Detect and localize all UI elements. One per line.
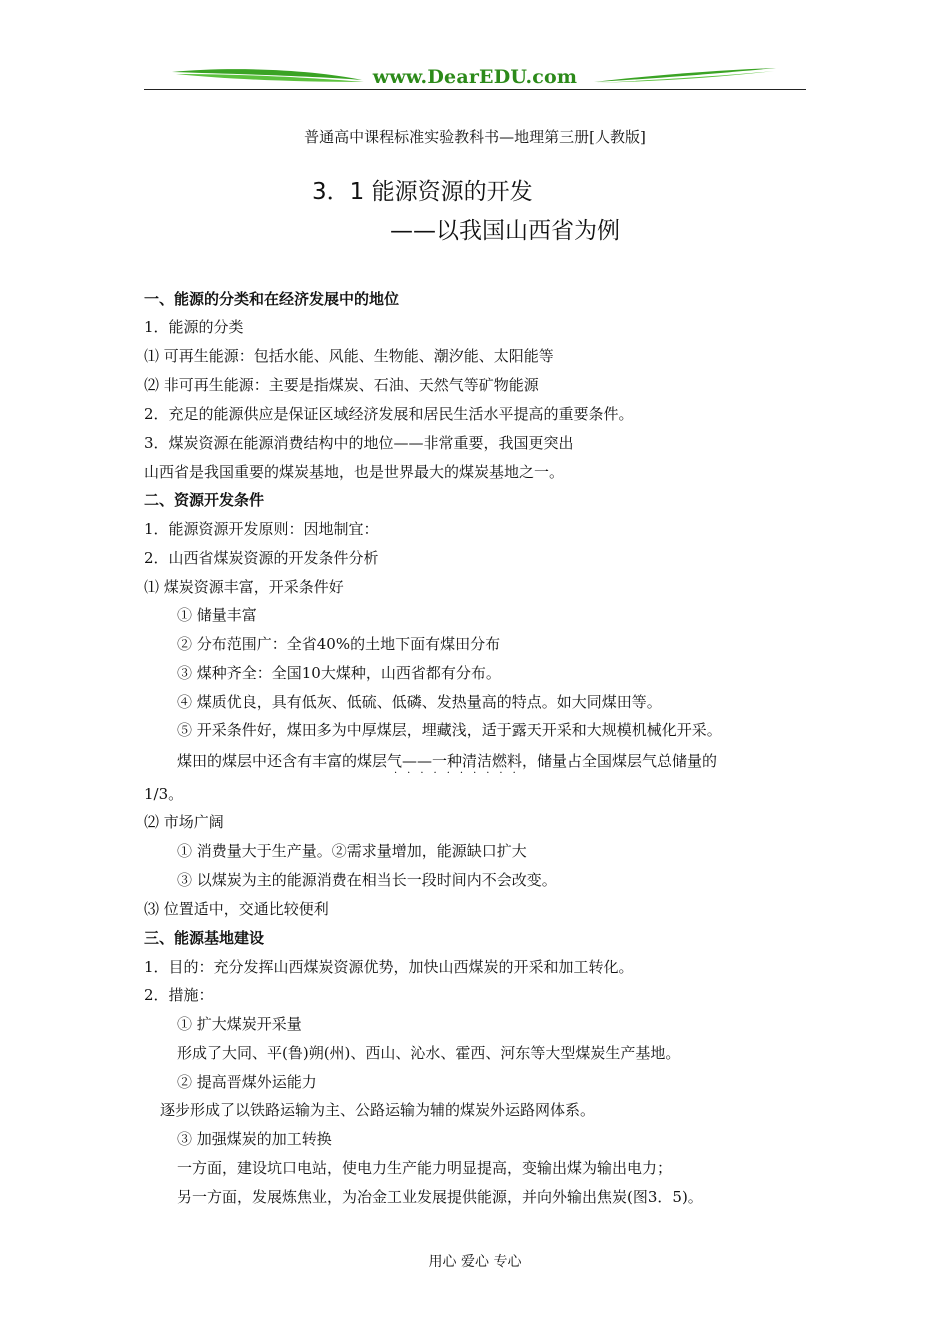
paragraph-line: 山西省是我国重要的煤炭基地，也是世界最大的煤炭基地之一。 <box>144 463 565 481</box>
document-subtitle: 普通高中课程标准实验教科书—地理第三册[人教版] <box>304 128 646 146</box>
emphasis-dots: ·········· <box>394 768 526 779</box>
section-heading-3: 三、能源基地建设 <box>144 929 265 947</box>
paragraph-line: ③ 煤种齐全：全国10大煤种，山西省都有分布。 <box>177 664 501 682</box>
site-logo-text[interactable]: www.DearEDU.com <box>372 66 578 88</box>
paragraph-line: 一方面，建设坑口电站，使电力生产能力明显提高，变输出煤为输出电力； <box>177 1159 673 1177</box>
section-heading-2: 二、资源开发条件 <box>144 491 265 509</box>
paragraph-line: ① 消费量大于生产量。②需求量增加，能源缺口扩大 <box>177 842 527 860</box>
paragraph-line: 逐步形成了以铁路运输为主、公路运输为辅的煤炭外运路网体系。 <box>160 1101 596 1119</box>
header-rule <box>144 89 806 90</box>
paragraph-line: 形成了大同、平(鲁)朔(州)、西山、沁水、霍西、河东等大型煤炭生产基地。 <box>177 1044 681 1062</box>
paragraph-line: ② 分布范围广：全省40%的土地下面有煤田分布 <box>177 635 501 653</box>
paragraph-line: ⑴ 可再生能源：包括水能、风能、生物能、潮汐能、太阳能等 <box>144 347 554 365</box>
paragraph-line: 2．充足的能源供应是保证区域经济发展和居民生活水平提高的重要条件。 <box>144 405 634 423</box>
paragraph-line: 1．目的：充分发挥山西煤炭资源优势，加快山西煤炭的开采和加工转化。 <box>144 958 634 976</box>
paragraph-line: ⑵ 非可再生能源：主要是指煤炭、石油、天然气等矿物能源 <box>144 376 539 394</box>
page-footer: 用心 爱心 专心 <box>428 1254 522 1270</box>
paragraph-line: ⑴ 煤炭资源丰富，开采条件好 <box>144 578 344 596</box>
document-title: 3．1 能源资源的开发 <box>312 179 533 205</box>
paragraph-line: ⑤ 开采条件好，煤田多为中厚煤层，埋藏浅，适于露天开采和大规模机械化开采。 <box>177 721 722 739</box>
paragraph-line: ① 扩大煤炭开采量 <box>177 1015 302 1033</box>
paragraph-line: ⑶ 位置适中，交通比较便利 <box>144 900 329 918</box>
paragraph-line: 煤田的煤层中还含有丰富的煤层气——一种清洁燃料，储量占全国煤层气总储量的 <box>177 752 718 770</box>
paragraph-line: 2．山西省煤炭资源的开发条件分析 <box>144 549 379 567</box>
paragraph-line: ④ 煤质优良，具有低灰、低硫、低磷、发热量高的特点。如大同煤田等。 <box>177 693 662 711</box>
paragraph-line: ⑵ 市场广阔 <box>144 813 224 831</box>
paragraph-line: 3．煤炭资源在能源消费结构中的地位——非常重要，我国更突出 <box>144 434 574 452</box>
paragraph-line: ① 储量丰富 <box>177 606 257 624</box>
paragraph-line: 1/3。 <box>144 785 184 803</box>
paragraph-line: 1．能源资源开发原则：因地制宜： <box>144 520 379 538</box>
paragraph-line: ③ 以煤炭为主的能源消费在相当长一段时间内不会改变。 <box>177 871 557 889</box>
section-heading-1: 一、能源的分类和在经济发展中的地位 <box>144 290 400 308</box>
paragraph-line: ③ 加强煤炭的加工转换 <box>177 1130 332 1148</box>
document-title-sub: ——以我国山西省为例 <box>390 218 620 244</box>
paragraph-line: 另一方面，发展炼焦业，为冶金工业发展提供能源，并向外输出焦炭(图3．5)。 <box>177 1188 703 1206</box>
paragraph-line: 1．能源的分类 <box>144 318 244 336</box>
paragraph-line: 2．措施： <box>144 986 214 1004</box>
paragraph-line: ② 提高晋煤外运能力 <box>177 1073 317 1091</box>
